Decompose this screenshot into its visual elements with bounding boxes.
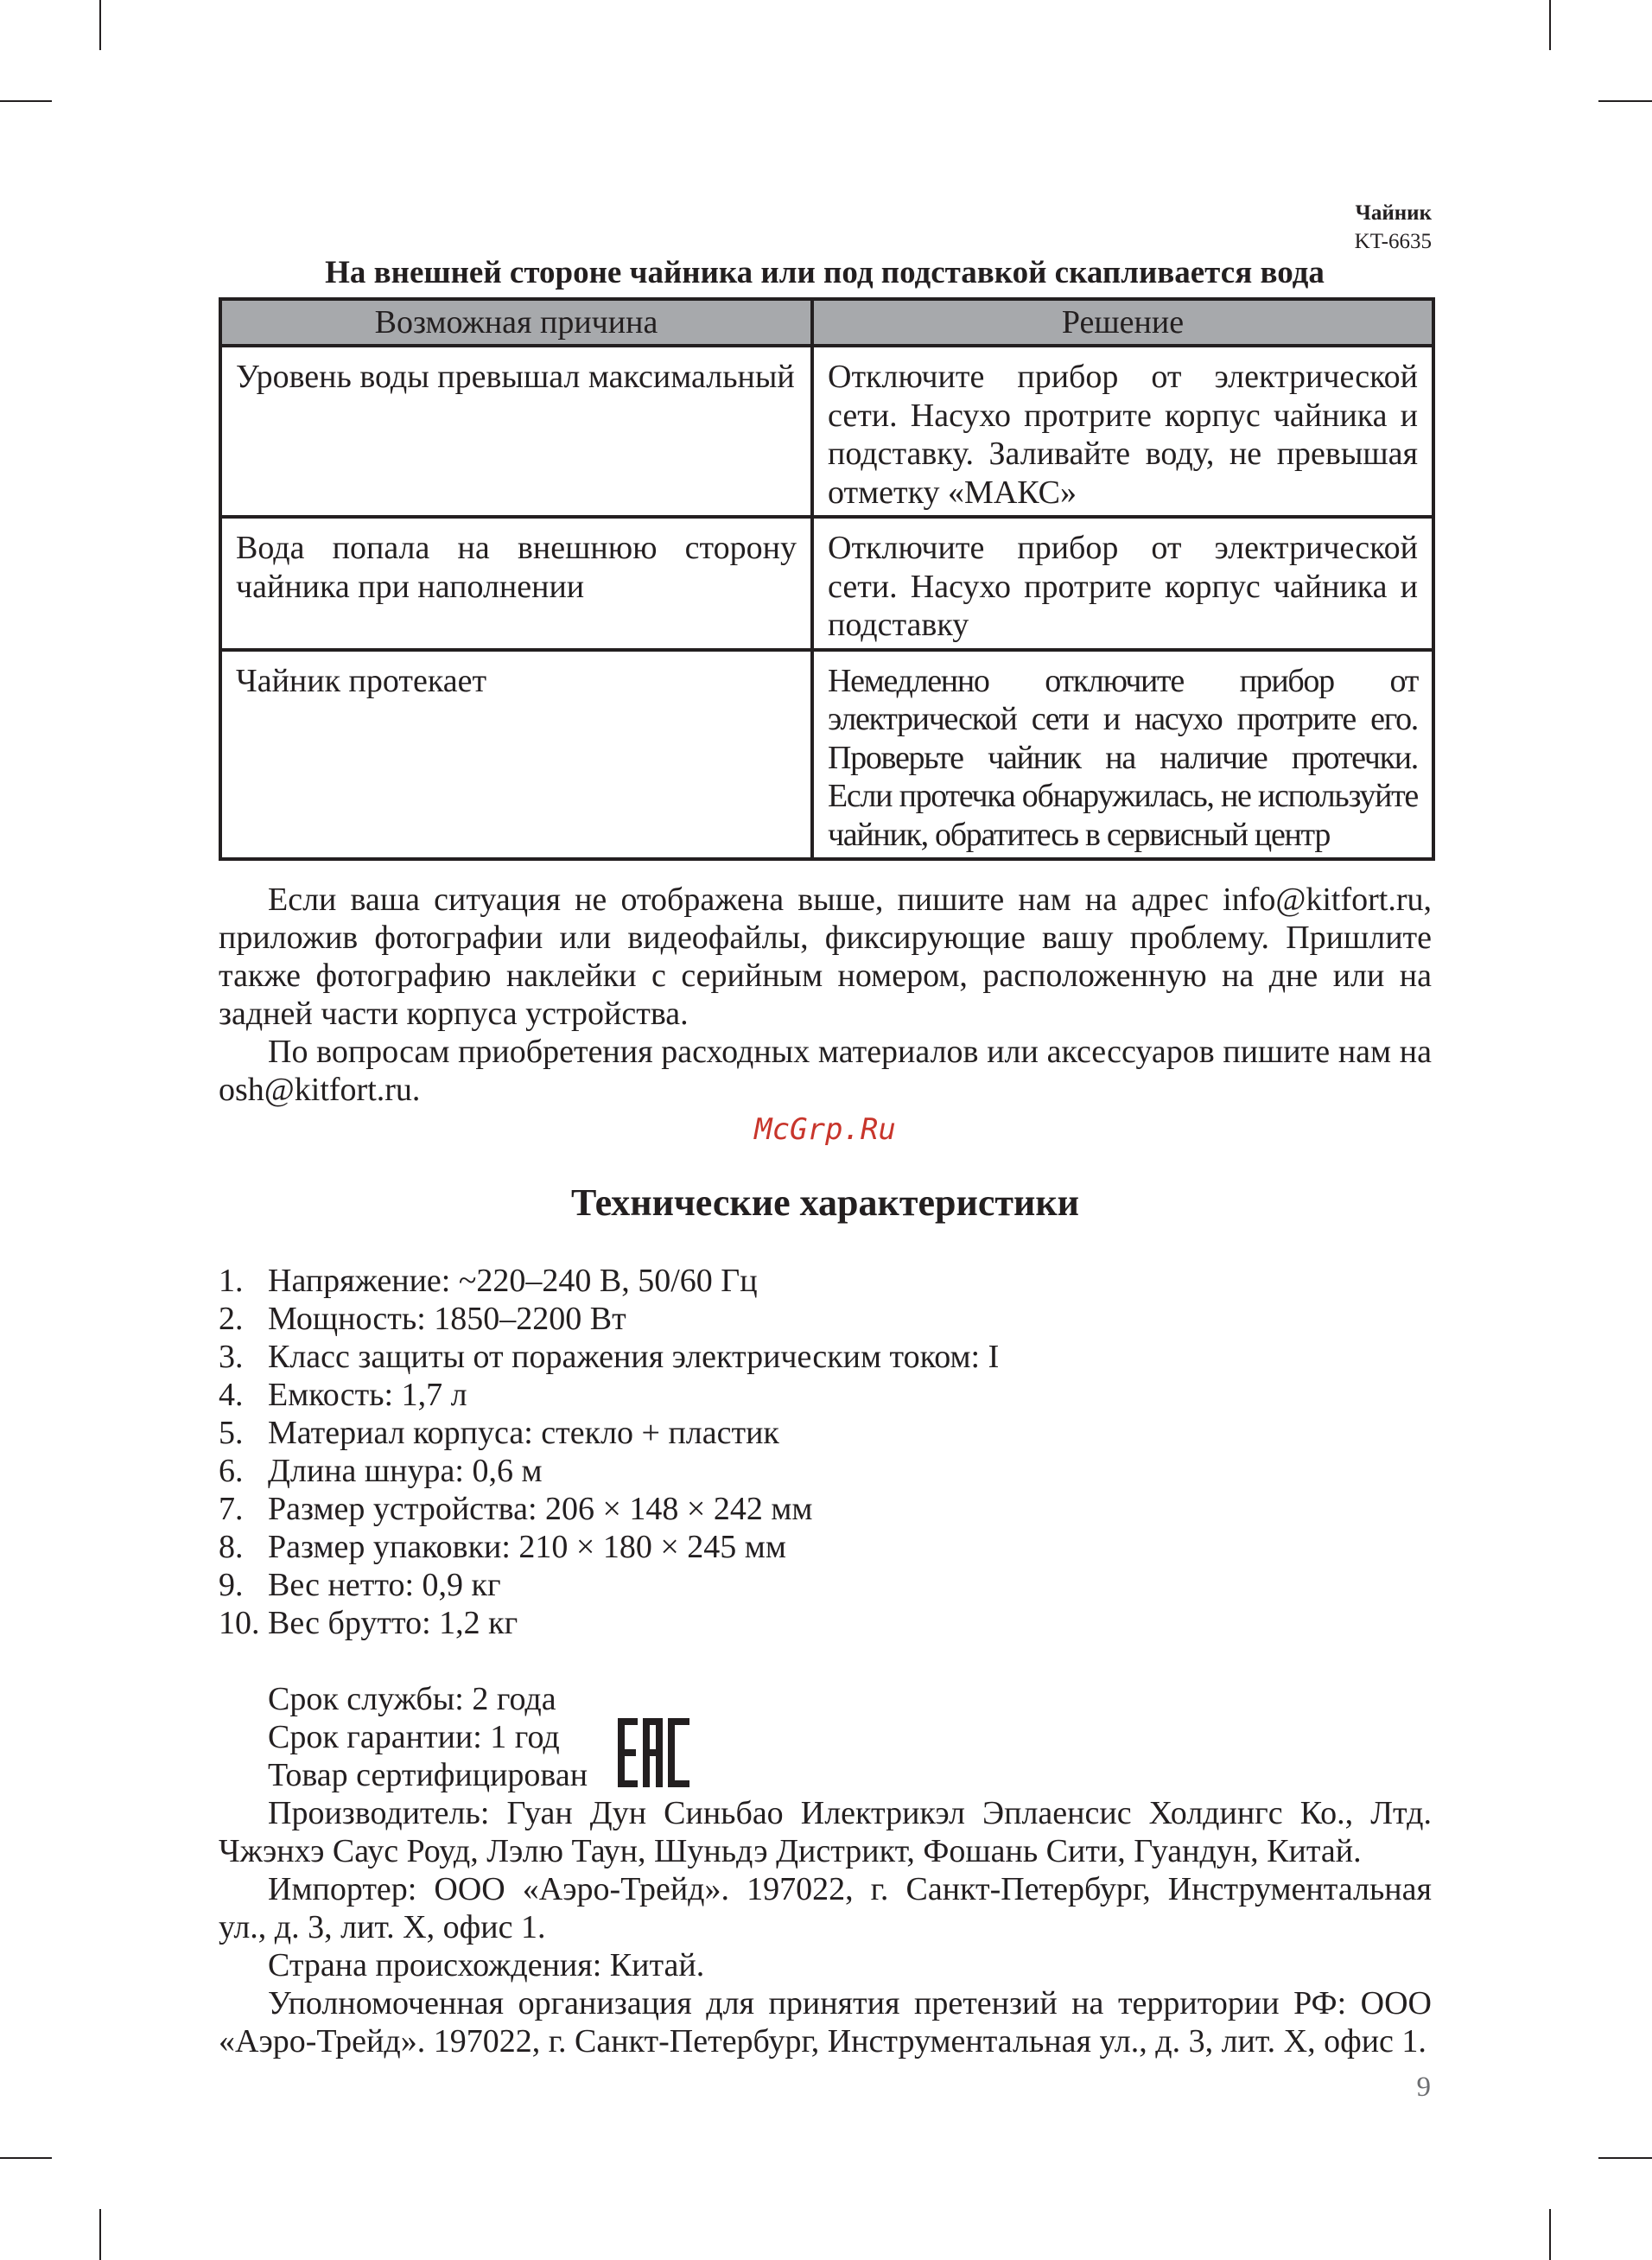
item-text: Размер упаковки: 210 × 180 × 245 мм [268,1529,786,1565]
cause-cell: Чайник протекает [220,650,812,860]
list-item [219,1376,999,1414]
item-text: Размер устройства: 206 × 148 × 242 мм [268,1491,813,1527]
item-text: Класс защиты от поражения электрическим током: I [268,1339,1000,1375]
item-text: Материал корпуса: стекло + пластик [268,1415,779,1451]
list-item [219,1604,999,1642]
contact-paragraph: Если ваша ситуация не отображена выше, пишите нам на адрес info@kitfort.ru, приложив фотографии или видеофайлы, фиксирующие вашу проблему. Пришлите также фотографию наклейки с серийным номером, расположенную на дне или на задней части корпуса устройства. [219,882,1432,1032]
crop-mark [0,2157,52,2159]
crop-mark [1549,0,1551,50]
item-text: Вес брутто: 1,2 кг [268,1605,518,1641]
cause-cell: Уровень воды превышал максимальный [220,346,812,517]
origin: Страна происхождения: Китай. [268,1947,705,1983]
item-number: 1. [219,1263,244,1299]
solution-cell: Отключите прибор от электрической сети. Насухо протрите корпус чайника и подставку. Заливайте воду, не превышая отметку «МАКС» [812,346,1433,517]
watermark: McGrp.Ru [754,1112,896,1147]
crop-mark [1598,100,1652,102]
crop-mark [0,100,52,102]
crop-mark [99,0,101,50]
item-text: Мощность: 1850–2200 Вт [268,1301,626,1337]
item-number: 3. [219,1339,244,1375]
list-item [219,1490,999,1528]
item-number: 9. [219,1567,244,1603]
list-item [219,1414,999,1452]
item-number: 4. [219,1377,244,1413]
item-number: 6. [219,1453,244,1489]
service-life: Срок службы: 2 года [268,1681,556,1717]
table-row [220,650,1433,860]
service-info [268,1680,588,1794]
list-item [219,1528,999,1566]
item-text: Емкость: 1,7 л [268,1377,467,1413]
warranty: Срок гарантии: 1 год [268,1719,560,1755]
item-number: 10. [219,1605,260,1641]
eac-certification-mark [618,1718,692,1787]
solution-cell: Немедленно отключите прибор от электрической сети и насухо протрите его. Проверьте чайник на наличие протечки. Если протечка обнаружилась, не используйте чайник, обратитесь в сервисный центр [812,650,1433,860]
list-item [219,1566,999,1604]
item-number: 8. [219,1529,244,1565]
authorized-organization: Уполномоченная организация для принятия претензий на территории РФ: ООО «Аэро-Трейд». 197022, г. Санкт-Петербург, Инструментальная ул., д. 3, лит. Х, офис 1. [219,1985,1432,2059]
crop-mark [1549,2209,1551,2260]
certified: Товар сертифицирован [268,1757,588,1793]
page-header [1355,199,1432,256]
table-row [220,517,1433,650]
contact-text [219,881,1432,1109]
list-item [219,1452,999,1490]
crop-mark [1598,2157,1652,2159]
solution-cell: Отключите прибор от электрической сети. Насухо протрите корпус чайника и подставку [812,517,1433,650]
importer: Импортер: ООО «Аэро-Трейд». 197022, г. Санкт-Петербург, Инструментальная ул., д. 3, лит. Х, офис 1. [219,1871,1432,1945]
list-item [219,1300,999,1338]
item-text: Вес нетто: 0,9 кг [268,1567,501,1603]
list-item [219,1262,999,1300]
item-number: 5. [219,1415,244,1451]
section-heading: На внешней стороне чайника или под подставкой скапливается вода [325,255,1325,290]
page-number: 9 [1416,2072,1431,2103]
header-title: Чайник [1355,201,1432,225]
item-number: 7. [219,1491,244,1527]
crop-mark [99,2209,101,2260]
contact-paragraph: По вопросам приобретения расходных материалов или аксессуаров пишите нам на osh@kitfort.ru. [219,1034,1432,1108]
column-header-cause: Возможная причина [220,299,812,346]
column-header-solution: Решение [812,299,1433,346]
cause-cell: Вода попала на внешнюю сторону чайника при наполнении [220,517,812,650]
specs-list [219,1262,999,1642]
header-model: KT-6635 [1354,230,1432,253]
manufacturer: Производитель: Гуан Дун Синьбао Илектрикэл Эплаенсис Холдингс Ко., Лтд. Чжэнхэ Саус Роуд, Лэлю Таун, Шуньдэ Дистрикт, Фошань Сити, Гуандун, Китай. [219,1795,1432,1869]
table-row [220,346,1433,517]
item-number: 2. [219,1301,244,1337]
list-item [219,1338,999,1376]
troubleshooting-table [219,297,1435,861]
item-text: Длина шнура: 0,6 м [268,1453,543,1489]
legal-info [219,1794,1432,2060]
specs-title: Технические характеристики [570,1181,1080,1224]
item-text: Напряжение: ~220–240 В, 50/60 Гц [268,1263,758,1299]
